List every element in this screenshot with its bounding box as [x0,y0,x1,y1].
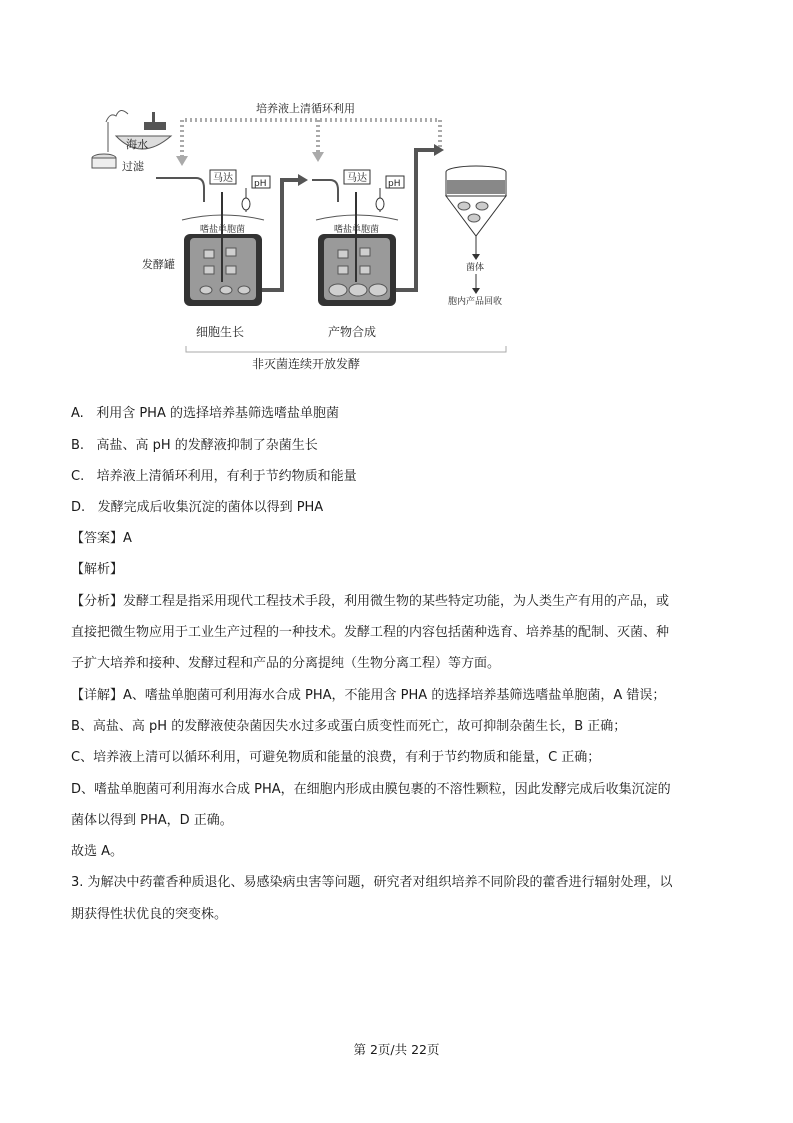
fermenter-label: 发酵罐 [142,258,175,271]
option-b-letter: B. [71,438,85,453]
option-a-text: 利用含 PHA 的选择培养基筛选嗜盐单胞菌 [96,406,339,421]
bacteria1-label: 嗜盐单胞菌 [200,225,246,235]
filter-label: 过滤 [122,160,144,173]
option-b-text: 高盐、高 pH 的发酵液抑制了杂菌生长 [96,438,318,453]
motor1-label: 马达 [213,173,233,184]
answer-line [71,529,731,549]
cell-mass-label: 菌体 [466,263,485,273]
stage1-label: 细胞生长 [196,325,245,339]
question3-line-2: 期获得性状优良的突变株。 [71,907,228,922]
fermentation-diagram-svg [86,92,522,374]
option-c [71,467,731,487]
detail-line-a [71,686,731,706]
analysis-tag: 【分析】 [71,594,124,609]
option-c-letter: C. [71,469,85,484]
motor2-label: 马达 [347,173,367,184]
ph1-label: pH [254,179,267,189]
stage2-label: 产物合成 [328,325,377,339]
option-d-text: 发酵完成后收集沉淀的菌体以得到 PHA [97,500,324,515]
bacteria2-label: 嗜盐单胞菌 [334,225,380,235]
analysis-line-3: 子扩大培养和接种、发酵过程和产品的分离提纯（生物分离工程）等方面。 [71,656,501,671]
ph2-label: pH [388,179,401,189]
recovery-label: 胞内产品回收 [448,297,503,307]
option-c-text: 培养液上清循环利用，有利于节约物质和能量 [96,469,357,484]
analysis-line-2: 直接把微生物应用于工业生产过程的一种技术。发酵工程的内容包括菌种选育、培养基的配制、灭菌、种 [71,625,670,640]
detail-line-c: C、培养液上清可以循环利用，可避免物质和能量的浪费，有利于节约物质和能量，C 正确； [71,750,601,765]
fermentation-diagram [86,92,522,374]
recycle-label: 培养液上清循环利用 [256,102,355,115]
analysis-text-1: 发酵工程是指采用现代工程技术手段，利用微生物的某些特定功能，为人类生产有用的产品，或 [123,594,670,609]
option-a-letter: A. [71,406,84,421]
analysis-heading: 【解析】 [71,562,124,577]
question3-line-1: 3. 为解决中药藿香种质退化、易感染病虫害等问题，研究者对组织培养不同阶段的藿香进行辐射处理，以 [71,875,673,890]
analysis-line-1 [71,592,731,612]
option-a [71,404,731,424]
detail-line-d1: D、嗜盐单胞菌可利用海水合成 PHA，在细胞内形成由膜包裹的不溶性颗粒，因此发酵完成后收集沉淀的 [71,782,671,797]
detail-text-a: A、嗜盐单胞菌可利用海水合成 PHA，不能用含 PHA 的选择培养基筛选嗜盐单胞菌，A 错误； [123,688,666,703]
choice-line: 故选 A。 [71,844,124,859]
figure-caption: 非灭菌连续开放发酵 [252,357,361,371]
answer-value: A [123,531,132,546]
option-d [71,498,731,518]
answer-tag: 【答案】 [71,531,124,546]
detail-line-d2: 菌体以得到 PHA，D 正确。 [71,813,233,828]
seawater-label: 海水 [126,138,148,151]
option-b [71,436,731,456]
page-number: 第 2页/共 22页 [353,1042,440,1057]
detail-tag: 【详解】 [71,688,124,703]
detail-line-b: B、高盐、高 pH 的发酵液使杂菌因失水过多或蛋白质变性而死亡，故可抑制杂菌生长，B 正确； [71,719,627,734]
option-d-letter: D. [71,500,86,515]
